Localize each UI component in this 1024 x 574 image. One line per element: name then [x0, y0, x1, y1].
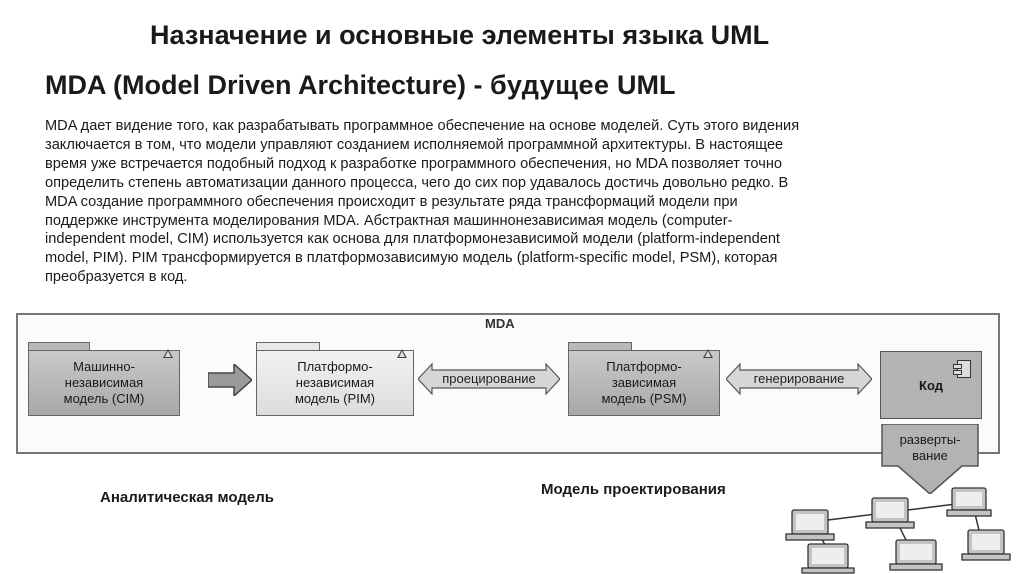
text-line: MDA создание программного обеспечения происходит в результате ряда трансформаций модели при — [45, 193, 738, 210]
computer-network-icon — [772, 482, 1012, 574]
pim-model-box — [256, 350, 414, 416]
pim-label-line: модель (PIM) — [294, 391, 375, 406]
text-line: определить степень автоматизации данного процесса, чего до сих пор удавалось достичь довольно редко. В — [45, 174, 789, 191]
psm-label-line: зависимая — [611, 375, 677, 390]
pim-label-line: Платформо- — [297, 359, 373, 374]
slide-subtitle — [45, 70, 676, 101]
code-box — [880, 351, 982, 419]
cim-model-box — [28, 350, 180, 416]
caption-design-model: Модель проектирования — [541, 481, 726, 498]
caption-analytic-model: Аналитическая модель — [100, 489, 274, 506]
description-text — [45, 117, 995, 287]
pim-label-line: независимая — [295, 375, 375, 390]
psm-label-line: модель (PSM) — [601, 391, 687, 406]
mda-frame-label: MDA — [485, 316, 515, 331]
right-arrow-icon — [208, 364, 252, 396]
projection-label: проецирование — [442, 371, 536, 386]
component-icon — [957, 360, 971, 378]
psm-label-line: Платформо- — [606, 359, 682, 374]
projection-arrow — [418, 362, 560, 396]
slide-title: Назначение и основные элементы языка UML — [150, 20, 770, 50]
text-line: время уже встречается подобный подход к разработке программного обеспечения, но MDA позволяет точно — [45, 155, 782, 172]
text-line: MDA дает видение того, как разрабатывать программное обеспечение на основе моделей. Суть этого видения — [45, 118, 800, 134]
text-line: model, PIM). PIM трансформируется в платформозависимую модель (platform-specific model, PSM), которая — [45, 250, 778, 267]
code-label: Код — [919, 377, 943, 393]
text-line: преобразуется в код. — [45, 269, 188, 286]
cim-label-line: Машинно- — [73, 359, 135, 374]
triangle-icon — [703, 349, 713, 358]
subtitle-emphasis: будущее — [490, 70, 610, 100]
psm-model-box — [568, 350, 720, 416]
deploy-label-line: вание — [912, 448, 948, 463]
cim-label-line: независимая — [64, 375, 144, 390]
subtitle-suffix: UML — [609, 70, 676, 100]
triangle-icon — [397, 349, 407, 358]
triangle-icon — [163, 349, 173, 358]
text-line: поддержке инструмента моделирования MDA. Абстрактная машиннонезависимая модель (computer- — [45, 212, 733, 229]
generation-label: генерирование — [753, 371, 845, 386]
text-line: заключается в том, что модели управляют созданием исполняемой программной архитектуры. В настоящее — [45, 136, 784, 153]
subtitle-prefix: MDA (Model Driven Architecture) - — [45, 70, 491, 100]
deploy-label-line: разверты- — [899, 432, 961, 447]
cim-label-line: модель (CIM) — [63, 391, 145, 406]
generation-arrow — [726, 362, 872, 396]
text-line: independent model, CIM) используется как основа для платформонезависимой модели (platform-independent — [45, 231, 780, 248]
